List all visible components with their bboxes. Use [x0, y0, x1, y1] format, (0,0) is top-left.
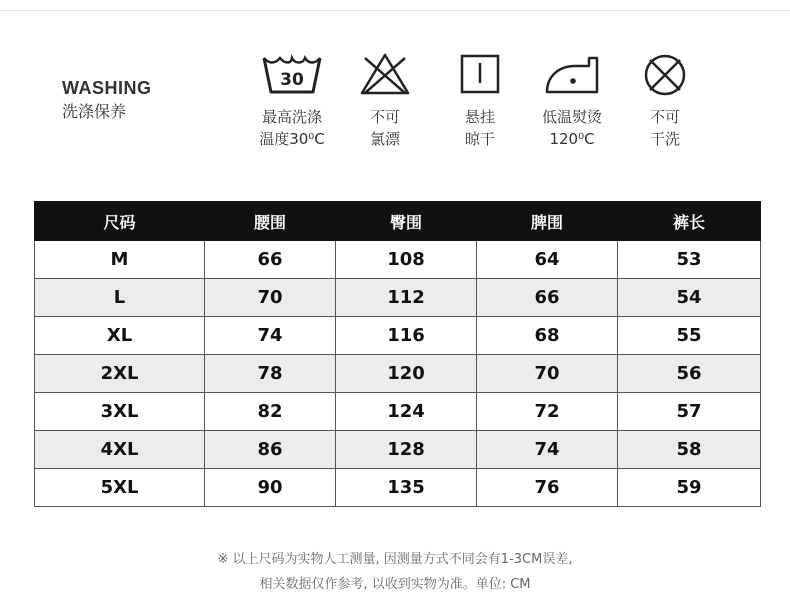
top-divider — [0, 10, 790, 11]
note-line-2: 相关数据仅作参考, 以收到实物为准。单位: CM — [259, 577, 531, 592]
header-waist: 腰围 — [205, 202, 336, 241]
cell-size: 2XL — [35, 355, 205, 393]
cell-thigh: 70 — [477, 355, 618, 393]
cell-thigh: 72 — [477, 393, 618, 431]
cell-thigh: 66 — [477, 279, 618, 317]
cell-length: 55 — [618, 317, 761, 355]
cell-hip: 128 — [336, 431, 477, 469]
cell-thigh: 76 — [477, 469, 618, 507]
cell-hip: 116 — [336, 317, 477, 355]
care-dryclean-line2: 干洗 — [649, 130, 680, 148]
iron-low-icon — [541, 52, 603, 96]
cell-size: 4XL — [35, 431, 205, 469]
cell-waist: 66 — [205, 241, 336, 279]
hang-dry-icon — [458, 52, 502, 96]
care-hang-line1: 悬挂 — [464, 108, 495, 126]
cell-hip: 108 — [336, 241, 477, 279]
cell-length: 53 — [618, 241, 761, 279]
cell-waist: 78 — [205, 355, 336, 393]
washing-title: WASHING — [62, 78, 152, 98]
cell-waist: 82 — [205, 393, 336, 431]
header-size: 尺码 — [35, 202, 205, 241]
cell-size: M — [35, 241, 205, 279]
cell-hip: 112 — [336, 279, 477, 317]
table-row — [35, 317, 761, 355]
care-dryclean-line1: 不可 — [649, 108, 680, 126]
table-row — [35, 393, 761, 431]
cell-hip: 124 — [336, 393, 477, 431]
size-table — [34, 201, 761, 507]
cell-length: 57 — [618, 393, 761, 431]
cell-thigh: 68 — [477, 317, 618, 355]
cell-size: 3XL — [35, 393, 205, 431]
header-length: 裤长 — [618, 202, 761, 241]
cell-waist: 90 — [205, 469, 336, 507]
cell-length: 54 — [618, 279, 761, 317]
no-dry-clean-icon — [642, 52, 688, 98]
cell-size: XL — [35, 317, 205, 355]
table-row — [35, 279, 761, 317]
care-wash-line1: 最高洗涤 — [261, 108, 322, 126]
wash-30-icon — [261, 52, 323, 96]
svg-text:30: 30 — [280, 70, 304, 90]
care-bleach-line2: 氯漂 — [369, 130, 400, 148]
care-item-no-dry-clean — [610, 52, 720, 150]
care-iron-line2: 120⁰C — [549, 130, 595, 148]
cell-length: 59 — [618, 469, 761, 507]
no-bleach-icon — [359, 52, 411, 96]
note-line-1: ※ 以上尺码为实物人工测量, 因测量方式不同会有1-3CM误差, — [217, 552, 573, 567]
cell-size: L — [35, 279, 205, 317]
cell-thigh: 64 — [477, 241, 618, 279]
care-item-no-bleach — [330, 52, 440, 150]
care-iron-line1: 低温熨烫 — [541, 108, 602, 126]
cell-waist: 74 — [205, 317, 336, 355]
header-hip: 臀围 — [336, 202, 477, 241]
care-hang-line2: 晾干 — [464, 130, 495, 148]
care-wash-line2: 温度30⁰C — [259, 130, 325, 148]
table-row — [35, 241, 761, 279]
cell-waist: 70 — [205, 279, 336, 317]
cell-waist: 86 — [205, 431, 336, 469]
cell-hip: 120 — [336, 355, 477, 393]
header-thigh: 脾围 — [477, 202, 618, 241]
table-row — [35, 355, 761, 393]
cell-size: 5XL — [35, 469, 205, 507]
cell-length: 58 — [618, 431, 761, 469]
table-row — [35, 469, 761, 507]
care-bleach-line1: 不可 — [369, 108, 400, 126]
table-row — [35, 431, 761, 469]
table-header-row — [35, 202, 761, 241]
washing-subtitle: 洗涤保养 — [62, 102, 127, 121]
cell-length: 56 — [618, 355, 761, 393]
cell-hip: 135 — [336, 469, 477, 507]
cell-thigh: 74 — [477, 431, 618, 469]
